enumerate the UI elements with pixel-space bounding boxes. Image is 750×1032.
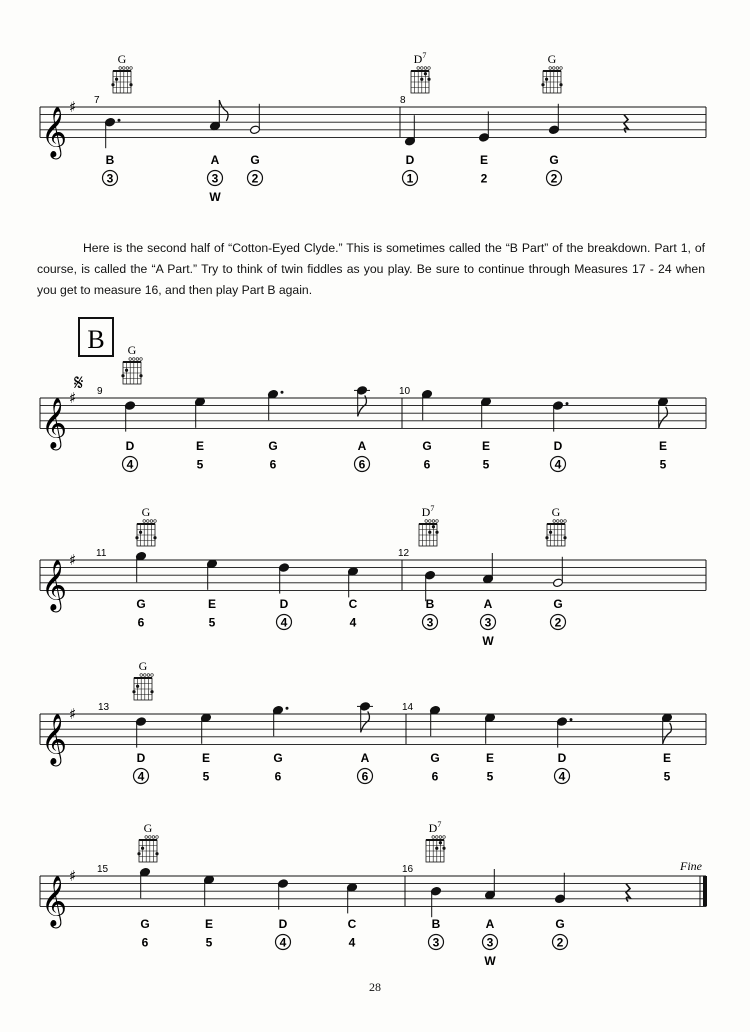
- finger-dot: [549, 531, 552, 534]
- open-string-marker: [140, 674, 143, 677]
- chord-name: $D^7$: [421, 504, 435, 519]
- note-name-label: A: [357, 439, 367, 453]
- finger-dot: [129, 83, 132, 86]
- note-name-label: E: [481, 439, 491, 453]
- chord-diagram-G: [111, 52, 132, 93]
- note-name-label: B: [425, 597, 435, 611]
- open-string-marker: [553, 67, 556, 70]
- note-name-label: E: [658, 439, 668, 453]
- string-number: 4: [349, 615, 357, 630]
- open-string-marker: [428, 67, 431, 70]
- open-string-marker: [439, 836, 442, 839]
- note: [481, 397, 492, 471]
- note: [123, 401, 138, 472]
- open-string-marker: [145, 836, 148, 839]
- string-number: 6: [141, 935, 149, 950]
- string-number: 2: [251, 171, 259, 186]
- string-number: 3: [484, 615, 492, 630]
- chord-diagram-D7: [426, 820, 446, 862]
- string-number: 1: [406, 171, 414, 186]
- open-string-marker: [156, 836, 159, 839]
- key-signature-sharp: ♯: [69, 389, 77, 407]
- measure-number: 13: [98, 702, 110, 713]
- treble-clef: 𝄞: [41, 559, 68, 611]
- note-name-label: G: [549, 153, 559, 167]
- note-name-label: A: [483, 597, 493, 611]
- whole-step-marker: W: [482, 634, 494, 648]
- note: [195, 397, 206, 471]
- note: [208, 100, 229, 204]
- string-number: 4: [280, 615, 288, 630]
- open-string-marker: [126, 67, 129, 70]
- chord-diagram-D7: [419, 504, 439, 546]
- string-number: 5: [663, 769, 671, 784]
- note: [485, 713, 496, 783]
- chord-name: G: [547, 52, 557, 66]
- chord-name: G: [143, 821, 153, 835]
- finger-dot: [153, 536, 156, 539]
- finger-dot: [132, 690, 135, 693]
- finger-dot: [545, 78, 548, 81]
- finger-dot: [150, 690, 153, 693]
- augmentation-dot: [566, 402, 569, 405]
- open-string-marker: [432, 836, 435, 839]
- open-string-marker: [147, 520, 150, 523]
- finger-dot: [545, 536, 548, 539]
- string-number: 2: [556, 935, 564, 950]
- treble-clef: 𝄞: [41, 875, 68, 927]
- note: [207, 559, 218, 629]
- open-string-marker: [557, 520, 560, 523]
- open-string-marker: [417, 67, 420, 70]
- open-string-marker: [143, 520, 146, 523]
- segno-sign: 𝄋: [74, 371, 84, 396]
- measure-number: 8: [400, 95, 406, 106]
- finger-dot: [115, 78, 118, 81]
- finger-dot: [541, 83, 544, 86]
- augmentation-dot: [118, 119, 121, 122]
- note-name-label: E: [207, 597, 217, 611]
- note-name-label: D: [557, 751, 567, 765]
- open-string-marker: [151, 674, 154, 677]
- open-string-marker: [432, 520, 435, 523]
- note: [429, 886, 444, 949]
- note: [277, 563, 292, 630]
- string-number: 4: [558, 769, 566, 784]
- whole-step-marker: W: [484, 954, 496, 968]
- chord-name: G: [551, 505, 561, 519]
- staff-system-5: [40, 820, 707, 968]
- open-string-marker: [436, 520, 439, 523]
- chord-name: G: [138, 659, 148, 673]
- note-name-label: C: [347, 917, 357, 931]
- note: [276, 879, 291, 950]
- augmentation-dot: [286, 707, 289, 710]
- finger-dot: [435, 847, 438, 850]
- open-string-marker: [429, 520, 432, 523]
- note-name-label: B: [431, 917, 441, 931]
- open-string-marker: [129, 358, 132, 361]
- open-string-marker: [556, 67, 559, 70]
- key-signature-sharp: ♯: [69, 705, 77, 723]
- open-string-marker: [140, 358, 143, 361]
- key-signature-sharp: ♯: [69, 98, 77, 116]
- finger-dot: [563, 536, 566, 539]
- measure-number: 12: [398, 548, 410, 559]
- open-string-marker: [549, 67, 552, 70]
- note: [140, 867, 151, 949]
- measure-number: 15: [97, 864, 109, 875]
- note-name-label: E: [485, 751, 495, 765]
- note-name-label: G: [268, 439, 278, 453]
- finger-dot: [139, 374, 142, 377]
- chord-diagram-D7: [411, 51, 431, 93]
- fine-marking: Fine: [680, 859, 702, 873]
- open-string-marker: [147, 674, 150, 677]
- string-number: 5: [208, 615, 216, 630]
- note: [103, 117, 121, 185]
- open-string-marker: [144, 674, 147, 677]
- note: [201, 713, 212, 783]
- measure-number: 10: [399, 386, 411, 397]
- finger-dot: [432, 525, 435, 528]
- finger-dot: [111, 83, 114, 86]
- chord-name: G: [127, 343, 137, 357]
- chord-diagram-G: [132, 659, 153, 700]
- string-number: 4: [137, 769, 145, 784]
- note-name-label: B: [105, 153, 115, 167]
- open-string-marker: [154, 520, 157, 523]
- note-name-label: G: [553, 597, 563, 611]
- staff-system-1: [40, 51, 706, 204]
- note-name-label: E: [201, 751, 211, 765]
- open-string-marker: [150, 520, 153, 523]
- string-number: 3: [106, 171, 114, 186]
- treble-clef: 𝄞: [41, 106, 68, 158]
- note-name-label: G: [430, 751, 440, 765]
- string-number: 3: [211, 171, 219, 186]
- chord-name: G: [117, 52, 127, 66]
- note: [248, 104, 263, 186]
- open-string-marker: [564, 520, 567, 523]
- open-string-marker: [553, 520, 556, 523]
- section-label-box: [79, 318, 113, 356]
- note-name-label: A: [360, 751, 370, 765]
- intro-paragraph: [37, 238, 705, 301]
- staff-system-2: [40, 318, 706, 472]
- note-name-label: D: [405, 153, 415, 167]
- string-number: 6: [137, 615, 145, 630]
- string-number: 2: [550, 171, 558, 186]
- chord-diagram-G: [121, 343, 142, 384]
- string-number: 2: [480, 171, 488, 186]
- finger-dot: [139, 531, 142, 534]
- open-string-marker: [560, 67, 563, 70]
- finger-dot: [427, 78, 430, 81]
- finger-dot: [428, 531, 431, 534]
- note-flag: [663, 723, 672, 744]
- finger-dot: [121, 374, 124, 377]
- note-name-label: G: [422, 439, 432, 453]
- measure-number: 9: [97, 386, 103, 397]
- finger-dot: [125, 369, 128, 372]
- note-name-label: G: [273, 751, 283, 765]
- string-number: 5: [205, 935, 213, 950]
- note-name-label: C: [348, 597, 358, 611]
- chord-name: $D^7$: [428, 820, 442, 835]
- section-label: B: [87, 325, 105, 354]
- string-number: 3: [426, 615, 434, 630]
- note: [553, 873, 568, 950]
- measure-number: 16: [402, 864, 414, 875]
- note-name-label: A: [210, 153, 220, 167]
- final-barline-thick: [703, 876, 707, 906]
- note-name-label: D: [125, 439, 135, 453]
- open-string-marker: [149, 836, 152, 839]
- augmentation-dot: [570, 718, 573, 721]
- string-number: 5: [659, 457, 667, 472]
- treble-clef: 𝄞: [41, 713, 68, 765]
- note-name-label: A: [485, 917, 495, 931]
- note-name-label: E: [479, 153, 489, 167]
- string-number: 3: [432, 935, 440, 950]
- string-number: 6: [274, 769, 282, 784]
- augmentation-dot: [281, 391, 284, 394]
- open-string-marker: [421, 67, 424, 70]
- finger-dot: [141, 847, 144, 850]
- string-number: 5: [486, 769, 494, 784]
- open-string-marker: [130, 67, 133, 70]
- staff-system-3: [40, 504, 706, 648]
- string-number: 5: [202, 769, 210, 784]
- open-string-marker: [133, 358, 136, 361]
- string-number: 6: [361, 769, 369, 784]
- chord-diagram-G: [541, 52, 562, 93]
- open-string-marker: [136, 358, 139, 361]
- page-number: 28: [369, 980, 381, 994]
- note-name-label: G: [250, 153, 260, 167]
- note: [547, 104, 562, 186]
- note-name-label: D: [278, 917, 288, 931]
- string-number: 6: [431, 769, 439, 784]
- finger-dot: [420, 78, 423, 81]
- note: [403, 115, 418, 185]
- open-string-marker: [425, 520, 428, 523]
- open-string-marker: [560, 520, 563, 523]
- finger-dot: [137, 852, 140, 855]
- intro-text: Here is the second half of “Cotton-Eyed Clyde.” This is sometimes called the “B Part” of the breakdown. Part 1, of course, is called the “A Part.” Try to think of twin fiddles as you play. Be sure to continue through Measures 17 - 24 when you get to measure 16, and then play Part B again.: [37, 241, 705, 297]
- finger-dot: [435, 531, 438, 534]
- finger-dot: [136, 685, 139, 688]
- finger-dot: [424, 72, 427, 75]
- note: [347, 883, 358, 950]
- note: [268, 389, 284, 471]
- note-name-label: D: [553, 439, 563, 453]
- finger-dot: [559, 83, 562, 86]
- note: [134, 717, 149, 784]
- note-name-label: G: [136, 597, 146, 611]
- staff-system-4: [40, 659, 706, 784]
- chord-diagram-G: [135, 505, 156, 546]
- note-flag: [659, 407, 668, 428]
- measure-number: 11: [96, 548, 107, 559]
- finger-dot: [439, 841, 442, 844]
- note-flag: [219, 100, 228, 121]
- note: [551, 401, 569, 472]
- note: [422, 389, 433, 471]
- note: [658, 397, 669, 471]
- open-string-marker: [443, 836, 446, 839]
- note: [348, 567, 359, 630]
- note-name-label: D: [136, 751, 146, 765]
- note: [204, 875, 215, 949]
- string-number: 4: [126, 457, 134, 472]
- string-number: 5: [196, 457, 204, 472]
- string-number: 4: [348, 935, 356, 950]
- key-signature-sharp: ♯: [69, 867, 77, 885]
- chord-diagram-G: [137, 821, 158, 862]
- string-number: 6: [269, 457, 277, 472]
- string-number: 6: [423, 457, 431, 472]
- string-number: 4: [279, 935, 287, 950]
- finger-dot: [155, 852, 158, 855]
- note-name-label: E: [204, 917, 214, 931]
- open-string-marker: [123, 67, 126, 70]
- note-name-label: G: [555, 917, 565, 931]
- open-string-marker: [424, 67, 427, 70]
- chord-name: G: [141, 505, 151, 519]
- chord-diagram-G: [545, 505, 566, 546]
- chord-name: $D^7$: [413, 51, 427, 66]
- note: [662, 713, 673, 783]
- finger-dot: [442, 847, 445, 850]
- note: [555, 717, 573, 784]
- measure-number: 14: [402, 702, 414, 713]
- string-number: 2: [554, 615, 562, 630]
- note-name-label: D: [279, 597, 289, 611]
- measure-number: 7: [94, 95, 100, 106]
- open-string-marker: [119, 67, 122, 70]
- open-string-marker: [152, 836, 155, 839]
- string-number: 5: [482, 457, 490, 472]
- whole-step-marker: W: [209, 190, 221, 204]
- string-number: 6: [358, 457, 366, 472]
- note-name-label: E: [662, 751, 672, 765]
- string-number: 3: [486, 935, 494, 950]
- treble-clef: 𝄞: [41, 397, 68, 449]
- string-number: 4: [554, 457, 562, 472]
- note-name-label: E: [195, 439, 205, 453]
- note: [423, 570, 438, 629]
- finger-dot: [135, 536, 138, 539]
- note-name-label: G: [140, 917, 150, 931]
- open-string-marker: [436, 836, 439, 839]
- key-signature-sharp: ♯: [69, 551, 77, 569]
